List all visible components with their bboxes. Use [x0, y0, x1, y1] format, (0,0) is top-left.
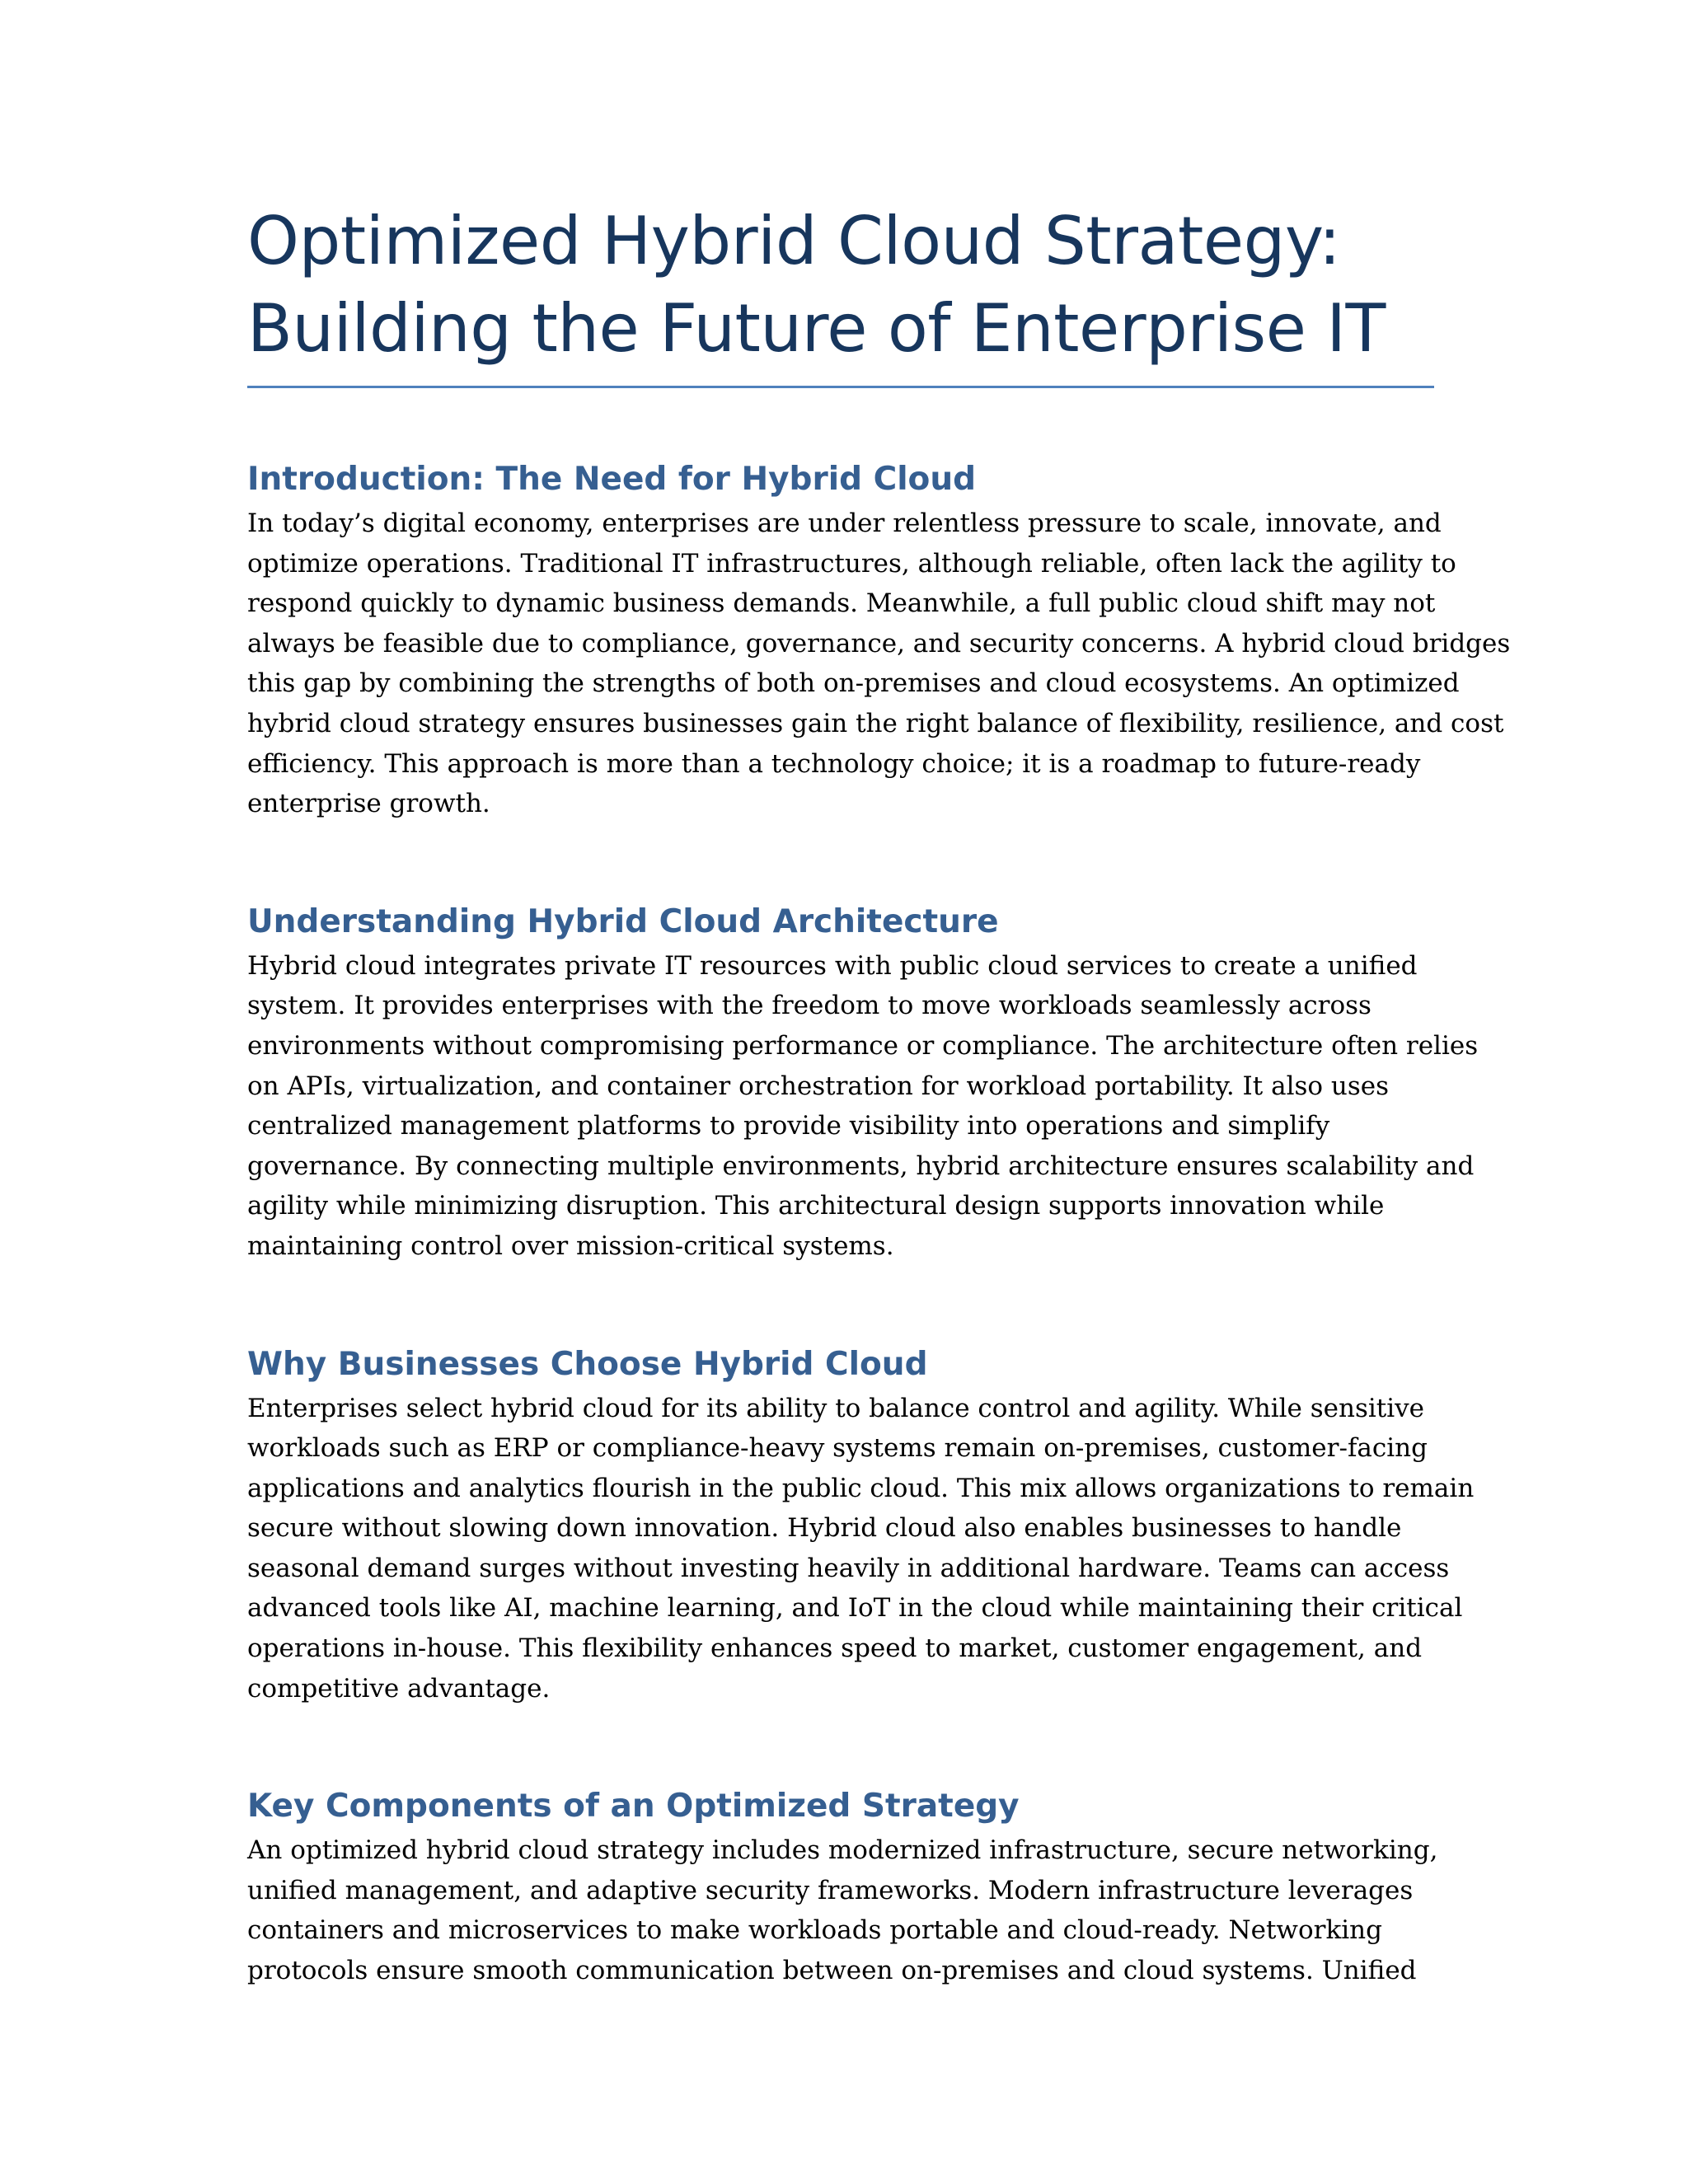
section-paragraph: [247, 1389, 1475, 1709]
title-line: Optimized Hybrid Cloud Strategy:: [247, 203, 1341, 279]
text-line: efficiency. This approach is more than a technology choice; it is a roadmap to future-ready: [247, 748, 1421, 779]
section-heading: Why Businesses Choose Hybrid Cloud: [247, 1345, 928, 1383]
text-line: seasonal demand surges without investing heavily in additional hardware. Teams can access: [247, 1553, 1450, 1583]
section-paragraph: [247, 504, 1511, 824]
text-line: optimize operations. Traditional IT infrastructures, although reliable, often lack the agility to: [247, 548, 1456, 579]
section-heading: Key Components of an Optimized Strategy: [247, 1788, 1020, 1825]
text-line: containers and microservices to make workloads portable and cloud-ready. Networking: [247, 1915, 1382, 1946]
text-line: Enterprises select hybrid cloud for its ability to balance control and agility. While sensitive: [247, 1393, 1425, 1423]
text-line: always be feasible due to compliance, governance, and security concerns. A hybrid cloud bridges: [247, 628, 1511, 658]
document-page: [247, 198, 1511, 1991]
section-paragraph: [247, 946, 1479, 1267]
text-line: workloads such as ERP or compliance-heavy systems remain on-premises, customer-facing: [247, 1433, 1428, 1464]
text-line: system. It provides enterprises with the freedom to move workloads seamlessly across: [247, 991, 1372, 1021]
text-line: enterprise growth.: [247, 789, 490, 819]
text-line: competitive advantage.: [247, 1673, 551, 1704]
section-introduction: [247, 459, 1511, 824]
text-line: Hybrid cloud integrates private IT resources with public cloud services to create a unified: [247, 950, 1418, 981]
text-line: secure without slowing down innovation. Hybrid cloud also enables businesses to handle: [247, 1513, 1402, 1544]
text-line: this gap by combining the strengths of both on-premises and cloud ecosystems. An optimized: [247, 668, 1460, 699]
section-why-businesses: [247, 1344, 1475, 1709]
text-line: In today’s digital economy, enterprises are under relentless pressure to scale, innovate, and: [247, 509, 1442, 538]
section-heading: Understanding Hybrid Cloud Architecture: [247, 902, 999, 940]
text-line: respond quickly to dynamic business demands. Meanwhile, a full public cloud shift may not: [247, 588, 1436, 619]
section-paragraph: [247, 1830, 1438, 1990]
text-line: agility while minimizing disruption. This architectural design supports innovation while: [247, 1191, 1385, 1221]
title-line: Building the Future of Enterprise IT: [247, 290, 1386, 367]
text-line: governance. By connecting multiple environments, hybrid architecture ensures scalability and: [247, 1151, 1475, 1181]
text-line: An optimized hybrid cloud strategy includes modernized infrastructure, secure networking,: [247, 1835, 1438, 1866]
title-underline: [247, 386, 1434, 388]
text-line: hybrid cloud strategy ensures businesses gain the right balance of flexibility, resilience, and cost: [247, 708, 1504, 738]
text-line: centralized management platforms to provide visibility into operations and simplify: [247, 1111, 1330, 1141]
document-title: [247, 198, 1434, 373]
text-line: advanced tools like AI, machine learning, and IoT in the cloud while maintaining their critical: [247, 1593, 1463, 1624]
text-line: environments without compromising performance or compliance. The architecture often relies: [247, 1030, 1479, 1061]
text-line: protocols ensure smooth communication between on-premises and cloud systems. Unified: [247, 1956, 1417, 1986]
section-architecture: [247, 902, 1479, 1267]
text-line: unified management, and adaptive security frameworks. Modern infrastructure leverages: [247, 1875, 1414, 1905]
section-heading: Introduction: The Need for Hybrid Cloud: [247, 461, 977, 498]
text-line: maintaining control over mission-critical systems.: [247, 1230, 894, 1261]
text-line: operations in-house. This flexibility enhances speed to market, customer engagement, and: [247, 1633, 1423, 1664]
section-key-components: [247, 1786, 1438, 1990]
text-line: applications and analytics flourish in the public cloud. This mix allows organizations to remain: [247, 1473, 1475, 1503]
text-line: on APIs, virtualization, and container orchestration for workload portability. It also uses: [247, 1071, 1390, 1101]
